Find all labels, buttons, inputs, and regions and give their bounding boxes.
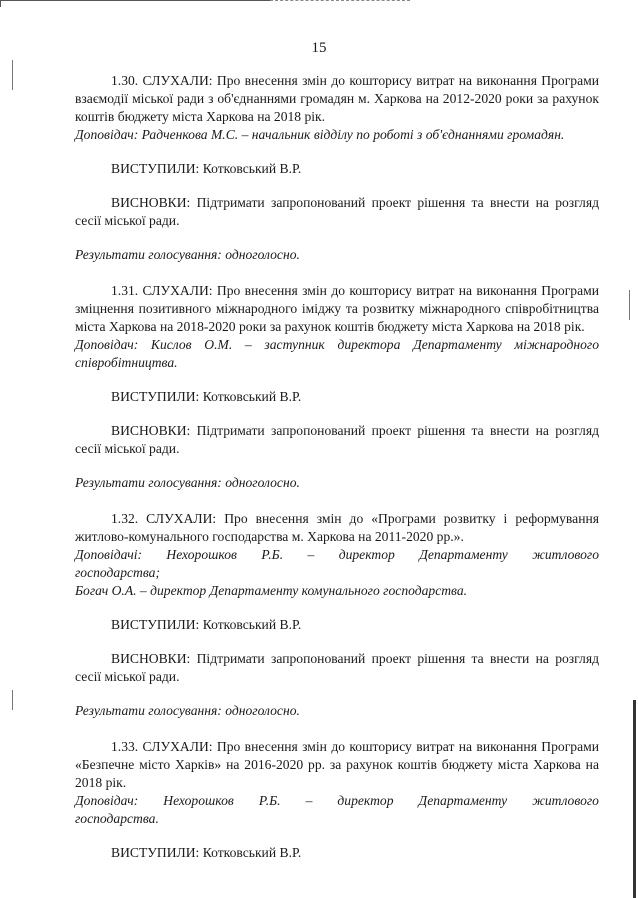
agenda-item-1-32	[75, 510, 599, 720]
page-number: 15	[311, 40, 327, 56]
conclusion-paragraph: ВИСНОВКИ: Підтримати запропонований проект рішення та внести на розгляд сесії міської ради.	[75, 195, 599, 228]
scan-border-top	[0, 0, 271, 7]
speaker-word: –	[305, 793, 313, 808]
spoke-line: ВИСТУПИЛИ: Котковський В.Р.	[111, 161, 302, 176]
vote-result: Результати голосування: одноголосно.	[75, 475, 300, 490]
speaker-word: Нехорошков	[163, 793, 234, 808]
speaker-word: Р.Б.	[258, 793, 281, 808]
heard-paragraph: 1.30. СЛУХАЛИ: Про внесення змін до кошторису витрат на виконання Програми взаємодії міської ради з об'єднаннями громадян м. Харкова на 2012-2020 роки за рахунок коштів бюджету міста Харкова на 2018 рік.	[75, 73, 599, 124]
scan-edge-mark	[12, 60, 13, 90]
minutes-body	[75, 72, 599, 862]
speaker-word: –	[307, 547, 315, 562]
speaker-word: житлового	[532, 547, 599, 562]
speaker-word: Доповідачі:	[75, 547, 142, 562]
agenda-item-1-31	[75, 282, 599, 492]
speaker-word: Департаменту	[418, 793, 508, 808]
speaker-line-continued: господарства.	[75, 811, 159, 826]
heard-paragraph: 1.32. СЛУХАЛИ: Про внесення змін до «Програми розвитку і реформування житлово-комунального господарства м. Харкова на 2011-2020 рр.».	[75, 511, 599, 544]
speaker-word: директор	[337, 793, 394, 808]
spoke-line: ВИСТУПИЛИ: Котковський В.Р.	[111, 617, 302, 632]
agenda-item-1-30	[75, 72, 599, 264]
agenda-item-1-33	[75, 738, 599, 862]
scan-edge-mark	[12, 690, 13, 710]
speaker-line: Доповідач: Кислов О.М. – заступник директора Департаменту міжнародного співробітництва.	[75, 337, 599, 370]
vote-result: Результати голосування: одноголосно.	[75, 247, 300, 262]
speaker-line	[75, 546, 599, 564]
heard-paragraph: 1.33. СЛУХАЛИ: Про внесення змін до кошторису витрат на виконання Програми «Безпечне місто Харків» на 2016-2020 рр. за рахунок коштів бюджету міста Харкова на 2018 рік.	[75, 739, 599, 790]
scan-edge-mark	[629, 290, 630, 320]
conclusion-paragraph: ВИСНОВКИ: Підтримати запропонований проект рішення та внести на розгляд сесії міської ради.	[75, 423, 599, 456]
speaker-word: житлового	[532, 793, 599, 808]
conclusion-paragraph: ВИСНОВКИ: Підтримати запропонований проект рішення та внести на розгляд сесії міської ради.	[75, 651, 599, 684]
speaker-line	[75, 792, 599, 810]
speaker-word: Нехорошков	[166, 547, 237, 562]
vote-result: Результати голосування: одноголосно.	[75, 703, 300, 718]
spoke-line: ВИСТУПИЛИ: Котковський В.Р.	[111, 389, 302, 404]
scan-border-right	[633, 700, 636, 898]
speaker-line: Богач О.А. – директор Департаменту комунального господарства.	[75, 583, 468, 598]
speaker-word: Департаменту	[419, 547, 508, 562]
speaker-line: Доповідач: Радченкова М.С. – начальник відділу по роботі з об'єднаннями громадян.	[75, 127, 565, 142]
spoke-line: ВИСТУПИЛИ: Котковський В.Р.	[111, 845, 302, 860]
speaker-word: Доповідач:	[75, 793, 139, 808]
scan-border-dash	[270, 0, 410, 1]
speaker-word: директор	[338, 547, 395, 562]
speaker-word: Р.Б.	[261, 547, 284, 562]
speaker-line-continued: господарства;	[75, 565, 161, 580]
heard-paragraph: 1.31. СЛУХАЛИ: Про внесення змін до кошторису витрат на виконання Програми зміцнення позитивного міжнародного іміджу та розвитку міжнародного співробітництва міста Харкова на 2018-2020 роки за рахунок коштів бюджету міста Харкова на 2018 рік.	[75, 283, 599, 334]
